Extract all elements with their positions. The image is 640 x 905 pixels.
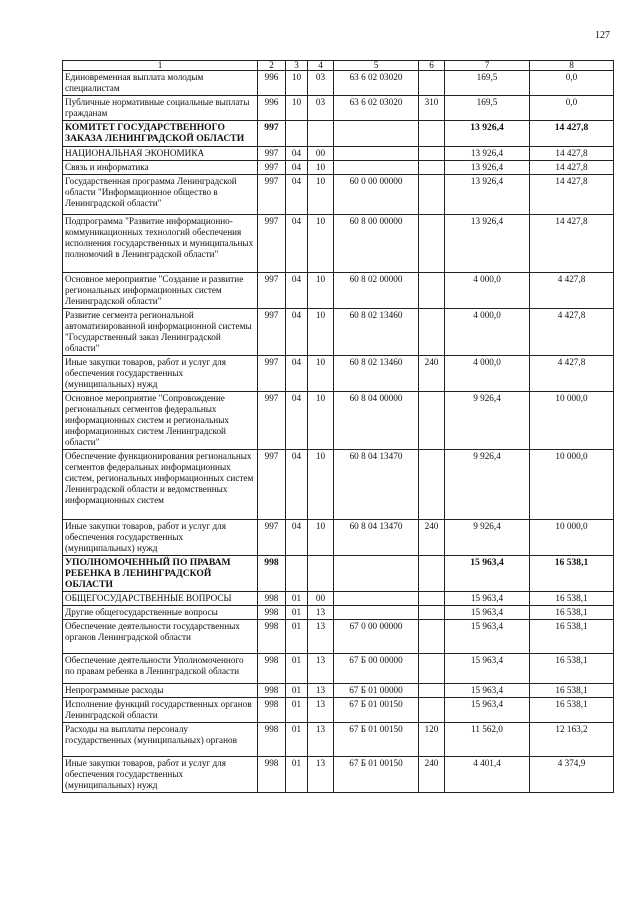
table-row	[63, 620, 614, 654]
row-pr-cell: 10	[308, 161, 334, 175]
row-name-cell: НАЦИОНАЛЬНАЯ ЭКОНОМИКА	[63, 147, 258, 161]
row-amount-year1-cell: 15 963,4	[445, 684, 530, 698]
row-rz-cell: 04	[286, 356, 308, 392]
row-amount-year2-cell: 0,0	[530, 71, 614, 96]
row-amount-year1-cell: 13 926,4	[445, 161, 530, 175]
row-vr-cell	[419, 654, 445, 684]
row-amount-year1-cell: 15 963,4	[445, 620, 530, 654]
row-rz-cell: 01	[286, 698, 308, 723]
row-ved-cell: 996	[258, 96, 286, 121]
table-row	[63, 520, 614, 556]
row-vr-cell	[419, 309, 445, 356]
row-vr-cell	[419, 684, 445, 698]
row-csr-cell: 60 8 02 00000	[334, 273, 419, 309]
row-csr-cell: 60 8 02 13460	[334, 356, 419, 392]
row-rz-cell: 10	[286, 71, 308, 96]
row-amount-year2-cell: 4 427,8	[530, 273, 614, 309]
row-amount-year1-cell: 13 926,4	[445, 215, 530, 273]
row-csr-cell: 67 Б 01 00000	[334, 684, 419, 698]
row-pr-cell: 13	[308, 684, 334, 698]
table-row	[63, 161, 614, 175]
row-amount-year1-cell: 15 963,4	[445, 556, 530, 592]
row-rz-cell: 01	[286, 592, 308, 606]
row-amount-year2-cell: 12 163,2	[530, 723, 614, 757]
row-amount-year2-cell: 16 538,1	[530, 698, 614, 723]
row-amount-year1-cell: 9 926,4	[445, 520, 530, 556]
row-csr-cell: 60 8 00 00000	[334, 215, 419, 273]
row-amount-year2-cell: 14 427,8	[530, 175, 614, 215]
row-rz-cell	[286, 556, 308, 592]
row-vr-cell	[419, 71, 445, 96]
row-name-cell: Связь и информатика	[63, 161, 258, 175]
table-row	[63, 698, 614, 723]
row-rz-cell: 01	[286, 684, 308, 698]
row-ved-cell: 997	[258, 309, 286, 356]
table-row	[63, 175, 614, 215]
table-row	[63, 147, 614, 161]
row-csr-cell	[334, 606, 419, 620]
row-amount-year1-cell: 4 401,4	[445, 757, 530, 793]
row-amount-year1-cell: 15 963,4	[445, 606, 530, 620]
row-rz-cell: 01	[286, 606, 308, 620]
row-pr-cell: 10	[308, 356, 334, 392]
row-name-cell: ОБЩЕГОСУДАРСТВЕННЫЕ ВОПРОСЫ	[63, 592, 258, 606]
row-amount-year2-cell: 14 427,8	[530, 147, 614, 161]
row-amount-year2-cell: 14 427,8	[530, 161, 614, 175]
row-rz-cell: 01	[286, 723, 308, 757]
row-ved-cell: 998	[258, 723, 286, 757]
row-vr-cell	[419, 147, 445, 161]
row-pr-cell	[308, 556, 334, 592]
row-rz-cell: 04	[286, 450, 308, 520]
row-ved-cell: 996	[258, 71, 286, 96]
row-name-cell: Обеспечение функционирования региональных сегментов федеральных информационных систем, региональных информационных систем Ленинградской области и ведомственных информационных систем	[63, 450, 258, 520]
header-cell: 3	[286, 61, 308, 71]
row-vr-cell	[419, 620, 445, 654]
row-vr-cell: 120	[419, 723, 445, 757]
row-rz-cell: 01	[286, 654, 308, 684]
row-pr-cell: 10	[308, 450, 334, 520]
header-cell: 6	[419, 61, 445, 71]
row-amount-year1-cell: 4 000,0	[445, 356, 530, 392]
table-row	[63, 606, 614, 620]
row-amount-year2-cell: 16 538,1	[530, 654, 614, 684]
row-ved-cell: 997	[258, 392, 286, 450]
row-pr-cell: 00	[308, 592, 334, 606]
row-vr-cell: 310	[419, 96, 445, 121]
row-pr-cell: 03	[308, 71, 334, 96]
row-csr-cell: 67 Б 01 00150	[334, 698, 419, 723]
table-row	[63, 96, 614, 121]
table-header-row	[63, 61, 614, 71]
row-csr-cell: 63 6 02 03020	[334, 96, 419, 121]
row-vr-cell: 240	[419, 520, 445, 556]
row-rz-cell: 10	[286, 96, 308, 121]
row-amount-year1-cell: 13 926,4	[445, 147, 530, 161]
row-name-cell: Непрограммные расходы	[63, 684, 258, 698]
header-cell: 2	[258, 61, 286, 71]
row-csr-cell: 67 Б 01 00150	[334, 723, 419, 757]
header-cell: 7	[445, 61, 530, 71]
row-name-cell: Иные закупки товаров, работ и услуг для обеспечения государственных (муниципальных) нужд	[63, 520, 258, 556]
row-name-cell: Подпрограмма "Развитие информационно-коммуникационных технологий обеспечения исполнения государственных и муниципальных полномочий в Ленинградской области"	[63, 215, 258, 273]
row-name-cell: Обеспечение деятельности государственных органов Ленинградской области	[63, 620, 258, 654]
row-pr-cell: 10	[308, 520, 334, 556]
header-cell: 8	[530, 61, 614, 71]
table-row	[63, 592, 614, 606]
table-row	[63, 215, 614, 273]
row-ved-cell: 997	[258, 121, 286, 147]
row-csr-cell: 67 Б 01 00150	[334, 757, 419, 793]
row-csr-cell	[334, 556, 419, 592]
row-pr-cell: 10	[308, 215, 334, 273]
row-ved-cell: 997	[258, 450, 286, 520]
row-ved-cell: 998	[258, 654, 286, 684]
row-amount-year1-cell: 15 963,4	[445, 698, 530, 723]
row-pr-cell: 03	[308, 96, 334, 121]
row-ved-cell: 997	[258, 175, 286, 215]
row-ved-cell: 998	[258, 556, 286, 592]
row-vr-cell	[419, 161, 445, 175]
row-amount-year2-cell: 14 427,8	[530, 121, 614, 147]
row-ved-cell: 997	[258, 215, 286, 273]
row-ved-cell: 998	[258, 592, 286, 606]
row-rz-cell: 04	[286, 273, 308, 309]
row-vr-cell	[419, 273, 445, 309]
row-rz-cell: 04	[286, 309, 308, 356]
row-pr-cell: 13	[308, 723, 334, 757]
row-csr-cell: 63 6 02 03020	[334, 71, 419, 96]
row-name-cell: Основное мероприятие "Создание и развитие региональных информационных систем Ленинградской области"	[63, 273, 258, 309]
row-ved-cell: 998	[258, 606, 286, 620]
row-name-cell: УПОЛНОМОЧЕННЫЙ ПО ПРАВАМ РЕБЕНКА В ЛЕНИНГРАДСКОЙ ОБЛАСТИ	[63, 556, 258, 592]
row-rz-cell: 04	[286, 175, 308, 215]
row-vr-cell	[419, 392, 445, 450]
row-amount-year2-cell: 16 538,1	[530, 556, 614, 592]
row-vr-cell	[419, 698, 445, 723]
row-ved-cell: 998	[258, 684, 286, 698]
header-cell: 1	[63, 61, 258, 71]
row-vr-cell	[419, 556, 445, 592]
row-amount-year1-cell: 4 000,0	[445, 273, 530, 309]
row-amount-year2-cell: 16 538,1	[530, 684, 614, 698]
row-name-cell: Публичные нормативные социальные выплаты гражданам	[63, 96, 258, 121]
table-row	[63, 356, 614, 392]
header-cell: 5	[334, 61, 419, 71]
row-vr-cell	[419, 450, 445, 520]
row-pr-cell: 13	[308, 698, 334, 723]
row-amount-year1-cell: 9 926,4	[445, 450, 530, 520]
row-amount-year1-cell: 11 562,0	[445, 723, 530, 757]
row-vr-cell	[419, 121, 445, 147]
row-name-cell: Обеспечение деятельности Уполномоченного по правам ребенка в Ленинградской области	[63, 654, 258, 684]
row-vr-cell: 240	[419, 356, 445, 392]
table-row	[63, 392, 614, 450]
row-pr-cell: 13	[308, 654, 334, 684]
row-ved-cell: 998	[258, 757, 286, 793]
page-number: 127	[595, 30, 610, 41]
row-csr-cell	[334, 592, 419, 606]
row-csr-cell	[334, 121, 419, 147]
row-csr-cell: 60 8 04 13470	[334, 520, 419, 556]
row-pr-cell: 13	[308, 606, 334, 620]
table-row	[63, 757, 614, 793]
row-rz-cell: 04	[286, 161, 308, 175]
row-amount-year2-cell: 10 000,0	[530, 520, 614, 556]
row-vr-cell	[419, 175, 445, 215]
row-amount-year2-cell: 4 374,9	[530, 757, 614, 793]
row-rz-cell: 01	[286, 620, 308, 654]
row-csr-cell: 67 0 00 00000	[334, 620, 419, 654]
row-amount-year2-cell: 0,0	[530, 96, 614, 121]
table-row	[63, 273, 614, 309]
row-vr-cell	[419, 606, 445, 620]
row-amount-year2-cell: 4 427,8	[530, 309, 614, 356]
row-vr-cell	[419, 215, 445, 273]
row-pr-cell: 10	[308, 392, 334, 450]
budget-table	[62, 60, 614, 793]
row-rz-cell: 04	[286, 147, 308, 161]
row-amount-year2-cell: 10 000,0	[530, 450, 614, 520]
row-name-cell: Единовременная выплата молодым специалистам	[63, 71, 258, 96]
row-ved-cell: 998	[258, 698, 286, 723]
row-pr-cell: 10	[308, 273, 334, 309]
row-rz-cell: 04	[286, 520, 308, 556]
row-name-cell: Иные закупки товаров, работ и услуг для обеспечения государственных (муниципальных) нужд	[63, 757, 258, 793]
row-amount-year1-cell: 13 926,4	[445, 121, 530, 147]
table-row	[63, 309, 614, 356]
row-amount-year2-cell: 14 427,8	[530, 215, 614, 273]
row-csr-cell: 60 8 04 00000	[334, 392, 419, 450]
row-csr-cell: 60 0 00 00000	[334, 175, 419, 215]
row-name-cell: Развитие сегмента региональной автоматизированной информационной системы "Государственный заказ Ленинградской области"	[63, 309, 258, 356]
row-rz-cell: 01	[286, 757, 308, 793]
row-ved-cell: 997	[258, 520, 286, 556]
table-row	[63, 450, 614, 520]
header-cell: 4	[308, 61, 334, 71]
row-csr-cell: 67 Б 00 00000	[334, 654, 419, 684]
row-amount-year1-cell: 9 926,4	[445, 392, 530, 450]
row-amount-year1-cell: 15 963,4	[445, 592, 530, 606]
row-vr-cell	[419, 592, 445, 606]
row-pr-cell: 10	[308, 175, 334, 215]
row-amount-year1-cell: 169,5	[445, 96, 530, 121]
row-csr-cell: 60 8 04 13470	[334, 450, 419, 520]
table-row	[63, 71, 614, 96]
row-pr-cell: 00	[308, 147, 334, 161]
row-csr-cell: 60 8 02 13460	[334, 309, 419, 356]
row-amount-year2-cell: 16 538,1	[530, 606, 614, 620]
row-csr-cell	[334, 147, 419, 161]
row-amount-year1-cell: 13 926,4	[445, 175, 530, 215]
row-name-cell: Другие общегосударственные вопросы	[63, 606, 258, 620]
row-ved-cell: 997	[258, 161, 286, 175]
row-amount-year2-cell: 16 538,1	[530, 592, 614, 606]
row-pr-cell	[308, 121, 334, 147]
row-amount-year2-cell: 16 538,1	[530, 620, 614, 654]
table-row	[63, 723, 614, 757]
table-row	[63, 121, 614, 147]
row-name-cell: Основное мероприятие "Сопровождение региональных сегментов федеральных информационных систем и региональных информационных систем Ленинградской области"	[63, 392, 258, 450]
row-pr-cell: 13	[308, 757, 334, 793]
row-amount-year2-cell: 4 427,8	[530, 356, 614, 392]
row-rz-cell	[286, 121, 308, 147]
row-vr-cell: 240	[419, 757, 445, 793]
row-amount-year1-cell: 15 963,4	[445, 654, 530, 684]
row-amount-year2-cell: 10 000,0	[530, 392, 614, 450]
row-name-cell: Иные закупки товаров, работ и услуг для обеспечения государственных (муниципальных) нужд	[63, 356, 258, 392]
row-csr-cell	[334, 161, 419, 175]
row-amount-year1-cell: 169,5	[445, 71, 530, 96]
row-ved-cell: 997	[258, 147, 286, 161]
row-name-cell: Расходы на выплаты персоналу государственных (муниципальных) органов	[63, 723, 258, 757]
row-ved-cell: 997	[258, 356, 286, 392]
row-rz-cell: 04	[286, 215, 308, 273]
row-ved-cell: 997	[258, 273, 286, 309]
table-row	[63, 684, 614, 698]
row-amount-year1-cell: 4 000,0	[445, 309, 530, 356]
row-name-cell: КОМИТЕТ ГОСУДАРСТВЕННОГО ЗАКАЗА ЛЕНИНГРАДСКОЙ ОБЛАСТИ	[63, 121, 258, 147]
row-rz-cell: 04	[286, 392, 308, 450]
row-name-cell: Государственная программа Ленинградской области "Информационное общество в Ленинградской области"	[63, 175, 258, 215]
table-row	[63, 654, 614, 684]
row-ved-cell: 998	[258, 620, 286, 654]
row-pr-cell: 13	[308, 620, 334, 654]
table-row	[63, 556, 614, 592]
row-name-cell: Исполнение функций государственных органов Ленинградской области	[63, 698, 258, 723]
row-pr-cell: 10	[308, 309, 334, 356]
